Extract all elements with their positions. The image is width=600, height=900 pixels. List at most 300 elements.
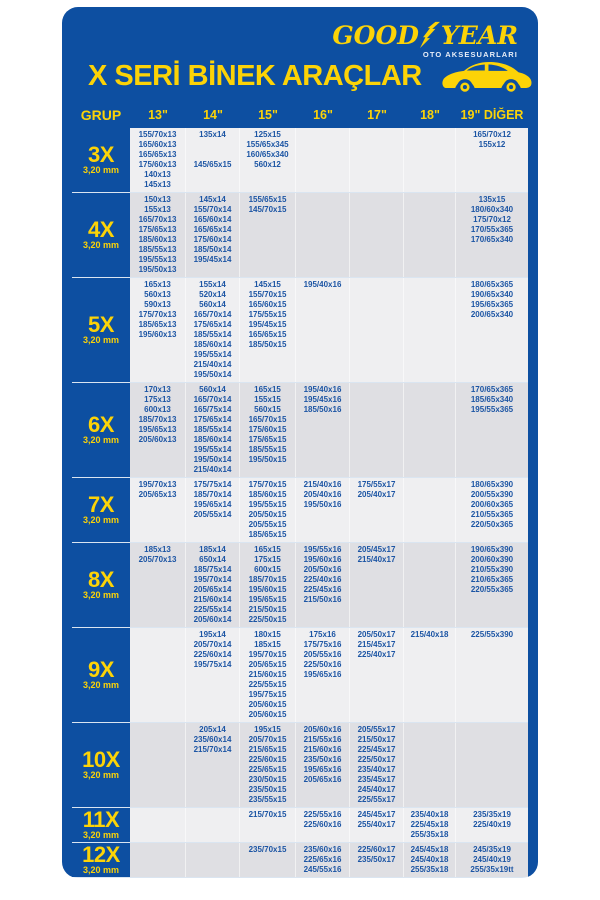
size-entry: 650x14 [199, 555, 226, 564]
size-cell [240, 723, 296, 807]
size-entry: 255/35x19tt [470, 865, 514, 874]
group-gauge: 3,20 mm [82, 770, 120, 780]
size-cell [240, 383, 296, 477]
size-entry: 195/40x16 [303, 385, 342, 394]
size-entry: 185/60x13 [138, 235, 177, 244]
size-entry: 195/65x16 [303, 670, 342, 679]
size-entry: 215/50x15 [248, 605, 287, 614]
logo-good-text: GOOD [332, 21, 419, 50]
size-cell [296, 543, 350, 627]
size-entry: 225/55x14 [193, 605, 232, 614]
group-name: 4X [88, 217, 114, 242]
size-entry: 245/45x17 [357, 810, 396, 819]
size-entry: 185/65x340 [470, 395, 514, 404]
size-entry: 205/65x15 [248, 660, 287, 669]
size-cell [404, 628, 456, 722]
group-gauge: 3,20 mm [82, 515, 120, 525]
size-entry: 195/65x15 [248, 595, 287, 604]
size-cell [240, 808, 296, 842]
size-cell [350, 543, 404, 627]
size-entry: 180x15 [254, 630, 281, 639]
size-entry: 200/60x390 [470, 555, 514, 564]
size-entry: 195/50x14 [193, 455, 232, 464]
size-entry: 600x15 [254, 565, 281, 574]
size-cell [350, 628, 404, 722]
size-entry: 165/70x15 [248, 415, 287, 424]
group-name: 10X [82, 747, 120, 772]
size-entry: 225/60x16 [303, 820, 342, 829]
size-entry: 195/55x14 [193, 445, 232, 454]
size-entry: 195/65x13 [138, 425, 177, 434]
size-entry: 215/40x16 [303, 480, 342, 489]
size-entry: 175/60x14 [193, 235, 232, 244]
size-cell [240, 278, 296, 382]
size-entry: 245/40x17 [357, 785, 396, 794]
size-entry: 560x14 [199, 300, 226, 309]
size-entry: 185x15 [254, 640, 281, 649]
size-entry: 135x15 [478, 195, 506, 204]
size-entry: 175/70x13 [138, 310, 177, 319]
size-entry: 225/45x18 [410, 820, 449, 829]
size-cell [130, 383, 186, 477]
size-entry: 165/65x13 [138, 150, 177, 159]
size-cell [240, 478, 296, 542]
size-entry: 175/75x16 [303, 640, 342, 649]
size-entry: 235/60x16 [303, 845, 342, 854]
size-entry: 195/60x13 [138, 330, 177, 339]
size-entry: 225/50x17 [357, 755, 396, 764]
size-entry: 195/45x14 [193, 255, 232, 264]
size-entry: 235/35x19 [473, 810, 511, 819]
size-entry: 170/65x365 [470, 385, 514, 394]
size-entry: 205/65x13 [138, 490, 177, 499]
size-entry: 145x15 [254, 280, 281, 289]
size-entry: 235/50x15 [248, 785, 287, 794]
logo-year-text: YEAR [440, 21, 518, 50]
size-cell [130, 478, 186, 542]
title-row [88, 55, 536, 97]
column-header: GRUP [80, 107, 122, 123]
size-cell [350, 808, 404, 842]
size-cell [404, 193, 456, 277]
size-entry: 215/60x16 [303, 745, 342, 754]
size-entry: 245/45x18 [410, 845, 449, 854]
group-gauge: 3,20 mm [82, 240, 120, 250]
size-entry: 195/65x16 [303, 765, 342, 774]
size-cell [186, 843, 240, 877]
group-row [72, 383, 528, 478]
size-entry: 195/55x365 [470, 405, 514, 414]
column-header: 15" [258, 108, 278, 122]
size-entry: 200/55x390 [470, 490, 514, 499]
size-entry: 135x14 [199, 130, 226, 139]
group-name: 12X [82, 842, 120, 867]
size-entry: 140x13 [144, 170, 171, 179]
size-entry: 150x13 [144, 195, 171, 204]
size-entry: 185x14 [199, 545, 226, 554]
size-entry: 175x15 [254, 555, 281, 564]
size-cell [240, 843, 296, 877]
group-row [72, 278, 528, 383]
size-entry: 155/70x15 [248, 290, 287, 299]
group-label-cell [72, 543, 130, 627]
size-entry: 205/70x14 [193, 640, 232, 649]
size-cell [130, 628, 186, 722]
size-entry: 185/60x14 [193, 435, 232, 444]
size-entry: 155/70x14 [193, 205, 232, 214]
size-entry: 225/55x16 [303, 810, 342, 819]
size-entry: 215/50x17 [357, 735, 396, 744]
size-entry: 145x13 [144, 180, 171, 189]
size-entry: 195/50x13 [138, 265, 177, 274]
group-row [72, 808, 528, 843]
size-cell [240, 193, 296, 277]
car-icon [440, 55, 536, 97]
size-entry: 215/40x14 [193, 360, 232, 369]
group-row [72, 193, 528, 278]
size-entry: 225/40x16 [303, 575, 342, 584]
size-entry: 245/40x19 [473, 855, 511, 864]
size-entry: 185/65x15 [248, 530, 287, 539]
size-entry: 170/65x340 [470, 235, 514, 244]
size-entry: 185/70x14 [193, 490, 232, 499]
size-cell [456, 543, 528, 627]
group-name: 5X [88, 312, 114, 337]
size-cell [350, 843, 404, 877]
size-cell [186, 543, 240, 627]
size-cell [404, 128, 456, 192]
size-cell [456, 383, 528, 477]
size-entry: 225/40x19 [473, 820, 511, 829]
size-entry: 195/55x15 [248, 500, 287, 509]
size-cell [130, 278, 186, 382]
size-entry: 185/55x14 [193, 330, 232, 339]
size-entry: 175/60x15 [248, 425, 287, 434]
size-cell [240, 128, 296, 192]
size-entry: 215/60x15 [248, 670, 287, 679]
size-entry: 155/65x345 [246, 140, 289, 149]
group-gauge: 3,20 mm [82, 335, 120, 345]
size-entry: 155x12 [478, 140, 506, 149]
size-cell [296, 383, 350, 477]
size-entry: 175x13 [144, 395, 171, 404]
size-entry: 205/50x17 [357, 630, 396, 639]
size-entry: 175/55x15 [248, 310, 287, 319]
size-entry: 215/70x15 [248, 810, 287, 819]
size-cell [404, 543, 456, 627]
size-entry: 165x15 [254, 545, 281, 554]
size-entry: 195/55x13 [138, 255, 177, 264]
size-entry: 255/35x18 [410, 830, 449, 839]
size-entry: 215/45x17 [357, 640, 396, 649]
column-header: 13" [148, 108, 168, 122]
size-entry: 185/55x15 [248, 445, 287, 454]
size-table [72, 102, 528, 878]
size-entry: 590x13 [144, 300, 171, 309]
size-entry: 165/75x14 [193, 405, 232, 414]
size-entry: 225/45x17 [357, 745, 396, 754]
column-header: 17" [367, 108, 387, 122]
size-entry: 225/60x15 [248, 755, 287, 764]
size-entry: 230/50x15 [248, 775, 287, 784]
table-body [72, 128, 528, 878]
size-entry: 215/70x14 [193, 745, 232, 754]
size-cell [186, 628, 240, 722]
goodyear-wordmark [332, 21, 518, 48]
size-cell [404, 478, 456, 542]
size-entry: 155x15 [254, 395, 281, 404]
size-entry: 155/70x13 [138, 130, 177, 139]
size-entry: 205x14 [199, 725, 226, 734]
size-entry: 185/70x13 [138, 415, 177, 424]
group-label-cell [72, 723, 130, 807]
size-entry: 185/50x16 [303, 405, 342, 414]
size-cell [456, 843, 528, 877]
group-label-cell [72, 478, 130, 542]
column-header: 16" [313, 108, 333, 122]
column-header: 19" DİĞER [460, 108, 524, 122]
size-entry: 195/45x15 [248, 320, 287, 329]
group-name: 3X [88, 142, 114, 167]
size-entry: 195/60x15 [248, 585, 287, 594]
size-cell [186, 128, 240, 192]
size-entry: 200/60x365 [470, 500, 514, 509]
size-entry: 205/65x16 [303, 775, 342, 784]
size-entry: 560x14 [199, 385, 226, 394]
group-name: 9X [88, 657, 114, 682]
size-entry: 195/60x16 [303, 555, 342, 564]
size-entry: 185x13 [144, 545, 171, 554]
size-entry: 215/55x16 [303, 735, 342, 744]
size-entry: 175/65x13 [138, 225, 177, 234]
size-entry: 205/70x15 [248, 735, 287, 744]
size-cell [296, 843, 350, 877]
size-entry: 155x13 [144, 205, 171, 214]
size-cell [240, 543, 296, 627]
group-label-cell [72, 843, 130, 877]
size-entry: 255/35x18 [410, 865, 449, 874]
size-entry: 165/60x15 [248, 300, 287, 309]
size-entry: 215/50x16 [303, 595, 342, 604]
size-entry: 245/40x18 [410, 855, 449, 864]
size-cell [296, 193, 350, 277]
size-cell [296, 628, 350, 722]
size-entry: 195/45x16 [303, 395, 342, 404]
size-entry: 180/60x340 [470, 205, 514, 214]
group-label-cell [72, 278, 130, 382]
size-entry: 245/35x19 [473, 845, 511, 854]
size-entry [186, 140, 239, 150]
size-entry: 235/40x17 [357, 765, 396, 774]
size-entry: 160/65x340 [246, 150, 289, 159]
size-entry: 175/65x15 [248, 435, 287, 444]
size-entry: 185/65x13 [138, 320, 177, 329]
size-cell [350, 383, 404, 477]
size-cell [456, 723, 528, 807]
size-entry: 225/45x16 [303, 585, 342, 594]
size-entry: 185/70x15 [248, 575, 287, 584]
size-entry: 225/55x17 [357, 795, 396, 804]
size-entry: 255/40x17 [357, 820, 396, 829]
size-entry: 190/65x390 [470, 545, 514, 554]
size-cell [404, 808, 456, 842]
size-entry: 195/75x14 [193, 660, 232, 669]
size-cell [296, 808, 350, 842]
size-cell [186, 478, 240, 542]
size-entry: 205/40x17 [357, 490, 396, 499]
size-cell [296, 128, 350, 192]
group-name: 6X [88, 412, 114, 437]
size-cell [186, 383, 240, 477]
size-entry: 245/55x16 [303, 865, 342, 874]
group-label-cell [72, 383, 130, 477]
size-cell [130, 193, 186, 277]
group-row [72, 723, 528, 808]
size-entry: 210/55x390 [470, 565, 514, 574]
size-entry: 235/40x18 [410, 810, 449, 819]
size-cell [456, 808, 528, 842]
size-cell [456, 193, 528, 277]
size-entry: 205/60x15 [248, 710, 287, 719]
group-label-cell [72, 193, 130, 277]
size-entry: 190/65x340 [470, 290, 514, 299]
size-entry: 205/60x14 [193, 615, 232, 624]
size-entry: 185/50x14 [193, 245, 232, 254]
size-entry: 210/65x365 [470, 575, 514, 584]
size-cell [186, 808, 240, 842]
group-gauge: 3,20 mm [82, 590, 120, 600]
size-entry: 145x14 [199, 195, 226, 204]
group-row [72, 543, 528, 628]
size-entry: 205/55x16 [303, 650, 342, 659]
size-entry: 175/70x12 [473, 215, 511, 224]
group-gauge: 3,20 mm [82, 830, 120, 840]
size-entry: 225/40x17 [357, 650, 396, 659]
group-name: 8X [88, 567, 114, 592]
size-entry: 235/60x14 [193, 735, 232, 744]
size-entry: 215/60x14 [193, 595, 232, 604]
size-cell [456, 478, 528, 542]
size-entry: 165/65x14 [193, 225, 232, 234]
size-entry: 155/65x15 [248, 195, 287, 204]
size-cell [404, 723, 456, 807]
size-entry: 235/50x16 [303, 755, 342, 764]
size-cell [404, 383, 456, 477]
size-entry: 225/65x16 [303, 855, 342, 864]
size-cell [296, 478, 350, 542]
size-entry: 195/70x14 [193, 575, 232, 584]
size-entry: 185/75x14 [193, 565, 232, 574]
size-entry: 165x13 [144, 280, 171, 289]
size-entry: 195/65x365 [470, 300, 514, 309]
size-entry [186, 150, 239, 160]
size-entry: 175/55x17 [357, 480, 396, 489]
size-entry: 205/60x16 [303, 725, 342, 734]
size-entry: 165/70x14 [193, 310, 232, 319]
group-gauge: 3,20 mm [82, 865, 120, 875]
size-entry: 170/55x365 [470, 225, 514, 234]
size-entry: 200/65x340 [470, 310, 514, 319]
size-cell [404, 278, 456, 382]
size-entry: 560x13 [144, 290, 171, 299]
poster-card [62, 7, 538, 878]
group-gauge: 3,20 mm [82, 165, 120, 175]
size-entry: 225/55x390 [470, 630, 514, 639]
size-entry: 205/50x16 [303, 565, 342, 574]
size-cell [404, 843, 456, 877]
size-entry: 175/65x14 [193, 320, 232, 329]
column-header: 14" [203, 108, 223, 122]
size-entry: 195x15 [254, 725, 281, 734]
size-entry: 205/45x17 [357, 545, 396, 554]
size-entry: 185/55x13 [138, 245, 177, 254]
size-entry: 165/60x14 [193, 215, 232, 224]
size-entry: 205/60x15 [248, 700, 287, 709]
size-entry: 215/40x17 [357, 555, 396, 564]
size-entry: 195/50x14 [193, 370, 232, 379]
size-entry: 175/70x15 [248, 480, 287, 489]
size-entry: 235/55x15 [248, 795, 287, 804]
size-entry: 165/70x12 [473, 130, 511, 139]
size-cell [350, 723, 404, 807]
size-entry: 145/70x15 [248, 205, 287, 214]
size-entry: 195x14 [199, 630, 226, 639]
size-cell [350, 478, 404, 542]
size-cell [350, 278, 404, 382]
size-entry: 225/50x16 [303, 660, 342, 669]
size-entry: 225/65x15 [248, 765, 287, 774]
table-header [72, 102, 528, 128]
column-header: 18" [420, 108, 440, 122]
size-entry: 205/55x15 [248, 520, 287, 529]
group-row [72, 128, 528, 193]
group-label-cell [72, 128, 130, 192]
size-cell [456, 128, 528, 192]
size-cell [130, 723, 186, 807]
size-cell [350, 193, 404, 277]
size-entry: 185/60x15 [248, 490, 287, 499]
size-entry: 220/55x365 [470, 585, 514, 594]
size-cell [296, 723, 350, 807]
size-entry: 205/40x16 [303, 490, 342, 499]
size-cell [240, 628, 296, 722]
size-entry: 175x16 [309, 630, 336, 639]
size-entry: 235/45x17 [357, 775, 396, 784]
size-entry: 235/70x15 [248, 845, 287, 854]
size-cell [186, 193, 240, 277]
group-label-cell [72, 628, 130, 722]
size-entry: 225/55x15 [248, 680, 287, 689]
size-entry: 600x13 [144, 405, 171, 414]
size-entry: 225/50x15 [248, 615, 287, 624]
group-row [72, 628, 528, 723]
size-cell [130, 543, 186, 627]
size-entry: 560x12 [254, 160, 281, 169]
group-gauge: 3,20 mm [82, 435, 120, 445]
size-entry: 195/50x15 [248, 455, 287, 464]
size-cell [350, 128, 404, 192]
size-entry: 195/75x15 [248, 690, 287, 699]
page-title: X SERİ BİNEK ARAÇLAR [88, 59, 422, 92]
size-entry: 125x15 [254, 130, 281, 139]
size-entry: 210/55x365 [470, 510, 514, 519]
size-entry: 205/70x13 [138, 555, 177, 564]
size-entry: 185/50x15 [248, 340, 287, 349]
size-entry: 195/55x16 [303, 545, 342, 554]
size-entry: 215/40x18 [410, 630, 449, 639]
size-entry: 155x14 [199, 280, 226, 289]
size-cell [130, 128, 186, 192]
